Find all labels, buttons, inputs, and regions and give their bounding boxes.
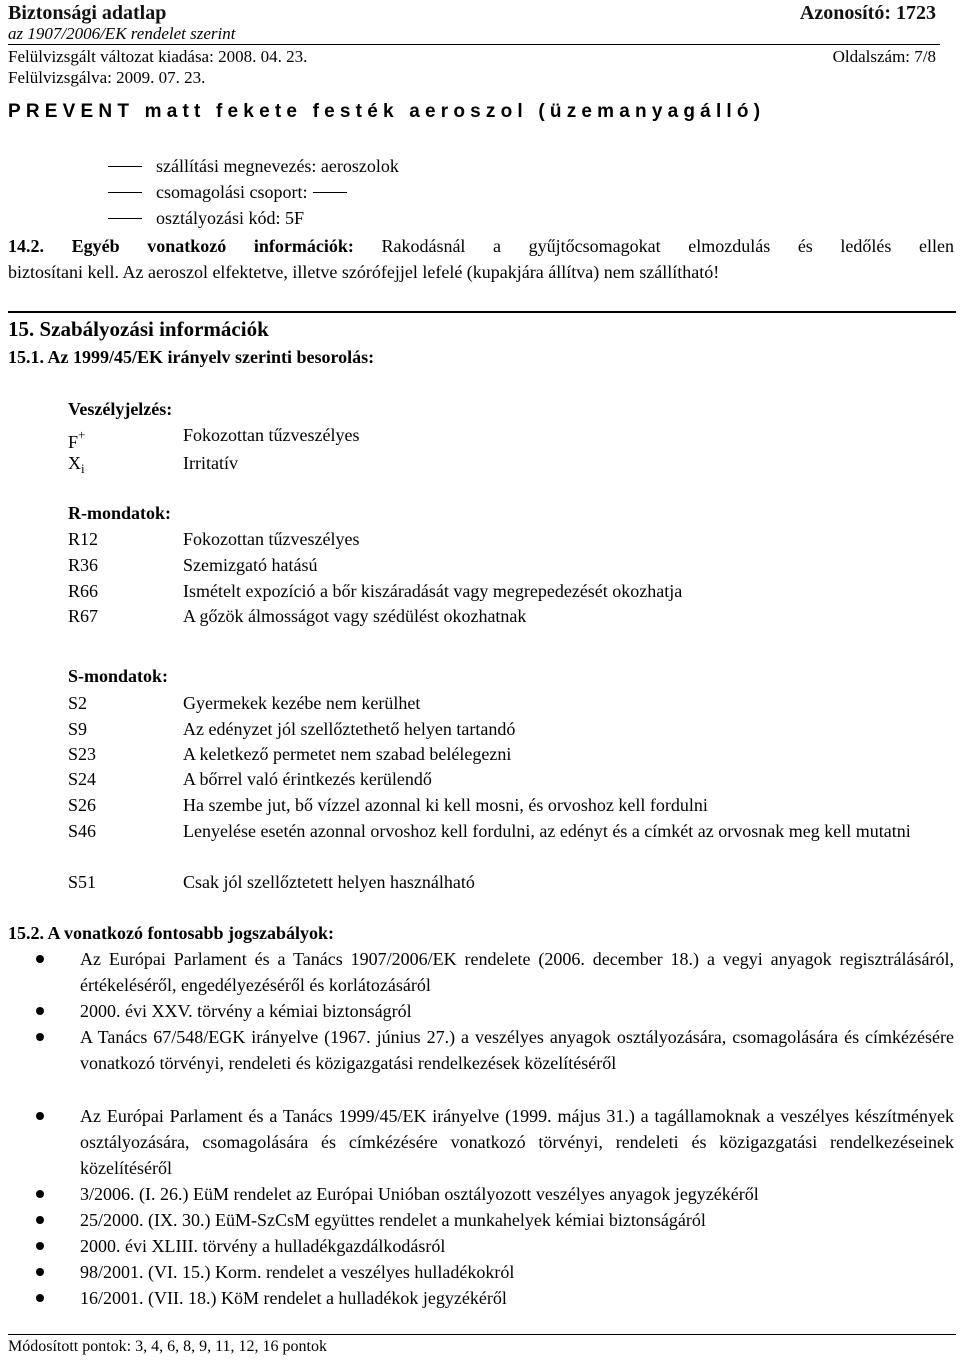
footer-divider xyxy=(8,1334,956,1335)
product-name: PREVENT matt fekete festék aeroszol (üzemanyagálló) xyxy=(8,101,766,122)
s-phrase-code: S23 xyxy=(68,744,97,764)
s-phrases-label: S-mondatok: xyxy=(68,666,169,686)
law-item: Az Európai Parlament és a Tanács 1907/2006/EK rendelete (2006. december 18.) a vegyi anyagok regisztrálásáról, értékeléséről, engedélyezéséről és korlátozásáról xyxy=(80,949,954,995)
bullet-mark xyxy=(36,1007,44,1015)
section-15-title: 15. Szabályozási információk xyxy=(8,317,269,341)
law-item: 16/2001. (VII. 18.) KöM rendelet a hulladékok jegyzékéről xyxy=(80,1288,507,1308)
r-phrases-label: R-mondatok: xyxy=(68,503,172,523)
law-item: 3/2006. (I. 26.) EüM rendelet az Európai Unióban osztályozott veszélyes anyagok jegyzékéről xyxy=(80,1184,759,1204)
s-phrase-text: A bőrrel való érintkezés kerülendő xyxy=(183,769,432,789)
revised-date: Felülvizsgálva: 2009. 07. 23. xyxy=(8,68,206,87)
header-top-row xyxy=(8,2,936,24)
header-divider xyxy=(8,44,940,45)
s-phrase-code: S9 xyxy=(68,719,88,739)
revised-version: Felülvizsgált változat kiadása: 2008. 04. 23. xyxy=(8,47,308,66)
s-phrase-text: Az edényzet jól szellőztethető helyen tartandó xyxy=(183,719,516,739)
s-phrase-text: Csak jól szellőztetett helyen használható xyxy=(183,872,475,892)
r-phrase-code: R12 xyxy=(68,529,99,549)
page-number: Oldalszám: 7/8 xyxy=(832,47,936,66)
header-revision-row xyxy=(8,47,936,67)
law-item: 2000. évi XLIII. törvény a hulladékgazdálkodásról xyxy=(80,1236,446,1256)
transport-item xyxy=(108,179,347,205)
r-phrase-text: Fokozottan tűzveszélyes xyxy=(183,529,360,549)
s-phrase-code: S2 xyxy=(68,693,88,713)
s-phrase-text: Gyermekek kezébe nem kerülhet xyxy=(183,693,421,713)
law-item: 25/2000. (IX. 30.) EüM-SzCsM együttes rendelet a munkahelyek kémiai biztonságáról xyxy=(80,1210,706,1230)
transport-item xyxy=(108,205,304,231)
document-id: Azonosító: 1723 xyxy=(799,2,936,24)
hazard-text: Fokozottan tűzveszélyes xyxy=(183,425,360,445)
bullet-mark xyxy=(36,1190,44,1198)
hazard-symbol: F+ xyxy=(68,427,86,452)
s-phrase-text: A keletkező permetet nem szabad belélegezni xyxy=(183,744,512,764)
bullet-mark xyxy=(36,1294,44,1302)
empty-value-dash xyxy=(313,192,347,193)
r-phrase-text: A gőzök álmosságot vagy szédülést okozhatnak xyxy=(183,606,527,626)
s-phrase-code: S24 xyxy=(68,769,97,789)
other-info-text: Rakodásnál a gyűjtőcsomagokat elmozdulás és ledőlés ellen xyxy=(381,236,954,256)
r-phrase-text: Ismételt expozíció a bőr kiszáradását vagy megrepedezését okozhatja xyxy=(183,581,683,601)
r-phrase-code: R66 xyxy=(68,581,99,601)
other-info-line2: biztosítani kell. Az aeroszol elfektetve, illetve szórófejjel lefelé (kupakjára állítva) nem szállítható! xyxy=(8,262,720,282)
law-item: Az Európai Parlament és a Tanács 1999/45/EK irányelve (1999. május 31.) a tagállamoknak a veszélyes készítmények osztályozására, csomagolására és címkézésére vonatkozó törvényi, rendeleti és közigazgatási rendelkezéseinek közelítéséről xyxy=(80,1106,954,1178)
document-title: Biztonsági adatlap xyxy=(8,2,167,24)
transport-item-text: osztályozási kód: 5F xyxy=(156,208,304,228)
transport-item xyxy=(108,153,399,179)
s-phrase-code: S51 xyxy=(68,872,97,892)
s-phrase-code: S46 xyxy=(68,821,97,841)
r-phrase-code: R36 xyxy=(68,555,99,575)
bullet-mark xyxy=(36,1033,44,1041)
subsection-15-1-title: 15.1. Az 1999/45/EK irányelv szerinti besorolás: xyxy=(8,347,375,367)
bullet-mark xyxy=(36,1216,44,1224)
hazard-text: Irritatív xyxy=(183,453,238,473)
s-phrase-text: Lenyelése esetén azonnal orvoshoz kell fordulni, az edényt és a címkét az orvosnak meg kell mutatni xyxy=(183,821,911,841)
r-phrase-code: R67 xyxy=(68,606,99,626)
r-phrase-text: Szemizgató hatású xyxy=(183,555,318,575)
dash-mark xyxy=(108,192,142,193)
subsection-15-2-title: 15.2. A vonatkozó fontosabb jogszabályok: xyxy=(8,923,335,943)
s-phrase-text: Ha szembe jut, bő vízzel azonnal ki kell mosni, és orvoshoz kell fordulni xyxy=(183,795,708,815)
bullet-mark xyxy=(36,1242,44,1250)
dash-mark xyxy=(108,166,142,167)
law-item: A Tanács 67/548/EGK irányelve (1967. június 27.) a veszélyes anyagok osztályozására, csomagolására és címkézésére vonatkozó törvényi, rendeleti és közigazgatási rendelkezések közelítéséről xyxy=(80,1027,954,1073)
transport-item-text: szállítási megnevezés: aeroszolok xyxy=(156,156,399,176)
hazard-symbol: $X_i$ xyxy=(68,453,85,476)
bullet-mark xyxy=(36,1112,44,1120)
other-info-line1 xyxy=(8,233,954,259)
bullet-mark xyxy=(36,955,44,963)
other-info-label: 14.2. Egyéb vonatkozó információk: xyxy=(8,236,354,256)
bullet-mark xyxy=(36,1268,44,1276)
transport-item-text: csomagolási csoport: xyxy=(156,182,308,202)
modified-sections-note: Módosított pontok: 3, 4, 6, 8, 9, 11, 12, 16 pontok xyxy=(8,1338,327,1355)
section-rule xyxy=(8,311,956,313)
regulation-reference: az 1907/2006/EK rendelet szerint xyxy=(8,24,236,43)
s-phrase-code: S26 xyxy=(68,795,97,815)
hazard-label: Veszélyjelzés: xyxy=(68,399,173,419)
dash-mark xyxy=(108,218,142,219)
law-item: 98/2001. (VI. 15.) Korm. rendelet a veszélyes hulladékokról xyxy=(80,1262,515,1282)
law-item: 2000. évi XXV. törvény a kémiai biztonságról xyxy=(80,1001,412,1021)
